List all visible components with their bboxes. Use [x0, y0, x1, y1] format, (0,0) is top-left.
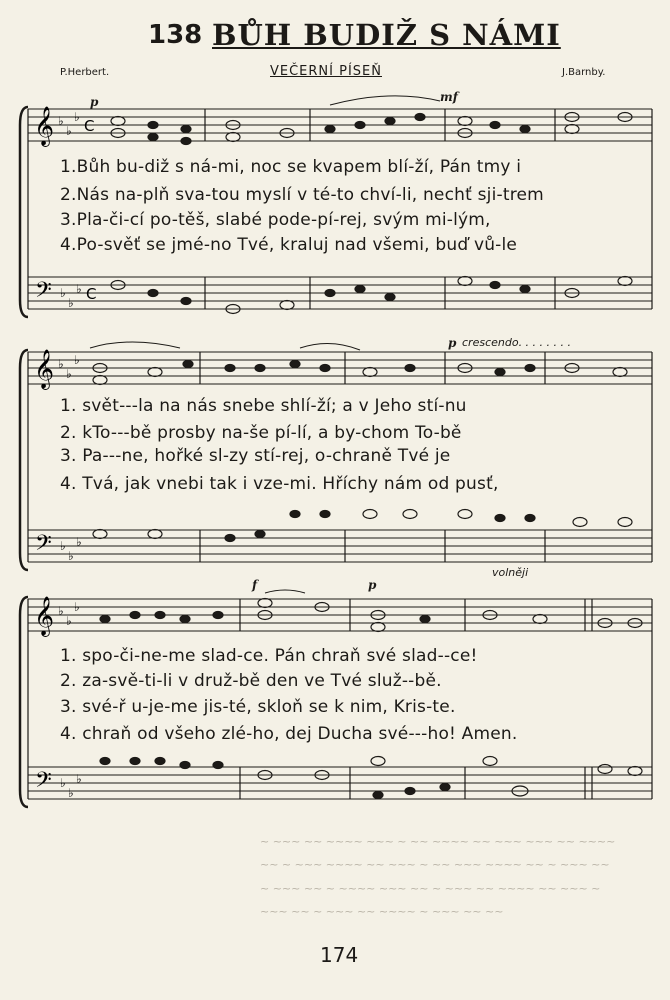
bass-staff [28, 767, 652, 799]
svg-text:♭: ♭ [68, 296, 74, 310]
lyric-line: 3. Pa---ne, hořké sl-zy stí-rej, o-chraně Tvé je [60, 446, 451, 466]
svg-text:♭: ♭ [68, 549, 74, 563]
svg-text:♭: ♭ [58, 604, 64, 618]
svg-text:𝄢: 𝄢 [35, 531, 52, 561]
svg-text:♭: ♭ [66, 367, 72, 381]
svg-text:♭: ♭ [58, 114, 64, 128]
svg-text:♭: ♭ [58, 357, 64, 371]
composer-credit: J.Barnby. [562, 67, 606, 78]
svg-text:𝄢: 𝄢 [35, 768, 52, 798]
hymn-subtitle: VEČERNÍ PÍSEŇ [270, 64, 382, 79]
svg-text:♭: ♭ [66, 124, 72, 138]
treble-staff [28, 599, 652, 631]
expression-mark: crescendo. . . . . . . . [462, 336, 572, 349]
svg-text:♭: ♭ [60, 539, 66, 553]
bleed-through-texture: ~ ~~~ ~~ ~~~~ ~~~ ~ ~~ ~~~~ ~~ ~~~ ~~~ ~~ ~~~~ [260, 835, 616, 848]
lyric-line: 4.Po-svěť se jmé-no Tvé, kraluj nad všemi, buď vů-le [60, 235, 518, 255]
svg-text:♭: ♭ [74, 353, 80, 367]
svg-text:♭: ♭ [66, 614, 72, 628]
treble-clef-icon: 𝄞 [34, 106, 55, 146]
svg-text:♭: ♭ [74, 600, 80, 614]
svg-text:♭: ♭ [76, 535, 82, 549]
svg-text:♭: ♭ [76, 772, 82, 786]
bleed-through-texture: ~~~ ~~ ~ ~~~ ~~ ~~~~ ~ ~~~ ~~ ~~ [260, 905, 504, 918]
svg-text:𝄞: 𝄞 [34, 596, 55, 636]
svg-text:♭: ♭ [76, 282, 82, 296]
svg-text:𝄞: 𝄞 [34, 349, 55, 389]
lyric-line: 1. svět---la na nás snebe shlí-ží; a v Jeho stí-nu [60, 396, 467, 416]
lyric-line: 1.Bůh bu-diž s ná-mi, noc se kvapem blí-ží, Pán tmy i [60, 157, 522, 177]
svg-text:C: C [86, 285, 97, 303]
dynamic-mark: p [448, 336, 457, 350]
hymn-title: BŮH BUDIŽ S NÁMI [212, 18, 561, 52]
expression-mark: volněji [492, 566, 529, 579]
bass-staff [28, 530, 652, 562]
treble-staff [28, 352, 652, 384]
hymn-number: 138 [148, 20, 203, 50]
svg-text:♭: ♭ [68, 786, 74, 800]
lyric-line: 3.Pla-či-cí po-těš, slabé pode-pí-rej, svým mi-lým, [60, 210, 491, 230]
lyric-line: 3. své-ř u-je-me jis-té, skloň se k nim, Kris-te. [60, 697, 456, 717]
dynamic-mark: f [252, 578, 258, 592]
svg-text:C: C [84, 117, 95, 135]
page-number: 174 [320, 943, 359, 967]
lyric-line: 2. kTo---bě prosby na-še pí-lí, a by-chom To-bě [60, 423, 462, 443]
svg-text:♭: ♭ [60, 776, 66, 790]
svg-text:♭: ♭ [74, 110, 80, 124]
svg-text:♭: ♭ [60, 286, 66, 300]
lyric-line: 2.Nás na-plň sva-tou myslí v té-to chví-li, nechť sji-trem [60, 185, 544, 205]
dynamic-mark: mf [440, 90, 458, 104]
lyricist-credit: P.Herbert. [60, 67, 110, 78]
bass-clef-icon: 𝄢 [35, 278, 52, 308]
lyric-line: 2. za-svě-ti-li v druž-bě den ve Tvé služ--bě. [60, 671, 442, 691]
bleed-through-texture: ~ ~~~ ~~ ~ ~~~~ ~~~ ~~ ~ ~~~ ~~ ~~~~ ~~ ~~~ ~ [260, 882, 601, 895]
lyric-line: 1. spo-či-ne-me slad-ce. Pán chraň své slad--ce! [60, 646, 478, 666]
bass-staff [28, 277, 652, 309]
lyric-line: 4. Tvá, jak vnebi tak i vze-mi. Hříchy nám od pusť, [60, 474, 499, 494]
bleed-through-texture: ~~ ~ ~~~ ~~~~ ~~ ~~~ ~ ~~ ~~~ ~~~~ ~~ ~ ~~~ ~~ [260, 858, 610, 871]
dynamic-mark: p [368, 578, 377, 592]
lyric-line: 4. chraň od všeho zlé-ho, dej Ducha své---ho! Amen. [60, 724, 518, 744]
dynamic-mark: p [90, 95, 99, 109]
